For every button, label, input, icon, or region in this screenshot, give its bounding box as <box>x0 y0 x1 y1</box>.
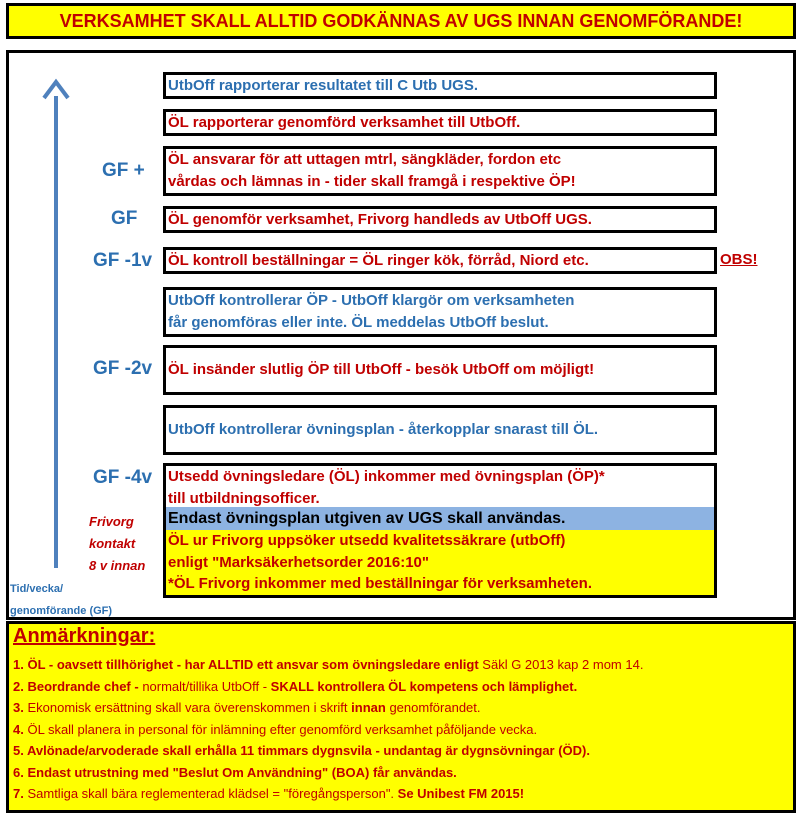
warning-banner: VERKSAMHET SKALL ALLTID GODKÄNNAS AV UGS INNAN GENOMFÖRANDE! <box>6 3 796 39</box>
axis-label: Tid/vecka/ genomförande (GF) <box>10 583 113 617</box>
note-3: 3. Ekonomisk ersättning skall vara överenskommen i skrift innan genomförandet. <box>13 700 481 715</box>
highlight-row: Endast övningsplan utgiven av UGS skall användas. <box>166 507 714 530</box>
label-gf-4v: GF -4v <box>93 467 153 488</box>
note-5: 5. Avlönade/arvoderade skall erhålla 11 timmars dygnsvila - undantag är dygnsövningar (ÖD). <box>13 743 590 758</box>
label-gf-2v: GF -2v <box>93 358 153 379</box>
note-6: 6. Endast utrustning med "Beslut Om Användning" (BOA) får användas. <box>13 764 457 780</box>
yellow-info: ÖL ur Frivorg uppsöker utsedd kvalitetssäkrare (utbOff) enligt "Marksäkerhetsorder 2016:10" *ÖL Frivorg inkommer med beställningar för verksamheten. <box>166 530 714 595</box>
frivorg-note: Frivorg kontakt 8 v innan <box>89 514 146 573</box>
note-7: 7. Samtliga skall bära reglementerad klädsel = "föregångsperson". Se Unibest FM 2015! <box>13 786 525 801</box>
step-report-done: ÖL rapporterar genomförd verksamhet till UtbOff. <box>163 109 717 136</box>
label-gf: GF <box>111 208 138 229</box>
note-1: 1. ÖL - oavsett tillhörighet - har ALLTID ett ansvar som övningsledare enligt Säkl G 2013 kap 2 mom 14. <box>13 657 644 672</box>
note-4: 4. ÖL skall planera in personal för inlämning efter genomförd verksamhet påföljande vecka. <box>13 721 538 737</box>
step-control-plan: UtbOff kontrollerar övningsplan - återkopplar snarast till ÖL. <box>163 405 717 455</box>
notes-title: Anmärkningar: <box>13 625 156 647</box>
step-check-orders: ÖL kontroll beställningar = ÖL ringer kök, förråd, Niord etc. <box>163 247 717 274</box>
step-report-result: UtbOff rapporterar resultatet till C Utb UGS. <box>163 72 717 99</box>
label-gf-1v: GF -1v <box>93 250 153 271</box>
notes-box <box>6 621 796 813</box>
note-2: 2. Beordrande chef - normalt/tillika UtbOff - SKALL kontrollera ÖL kompetens och lämplighet. <box>13 678 578 694</box>
time-arrow-icon <box>40 78 72 570</box>
label-gf-plus: GF + <box>102 160 145 181</box>
step-execute: ÖL genomför verksamhet, Frivorg handleds av UtbOff UGS. <box>163 206 717 233</box>
step-submit-plan: Utsedd övningsledare (ÖL) inkommer med övningsplan (ÖP)* till utbildningsofficer. <box>163 463 717 598</box>
step-utboff-control: UtbOff kontrollerar ÖP - UtbOff klargör om verksamheten får genomföras eller inte. ÖL meddelas UtbOff beslut. <box>163 287 717 337</box>
step-responsibility: ÖL ansvarar för att uttagen mtrl, sängkläder, fordon etc vårdas och lämnas in - tider skall framgå i respektive ÖP! <box>163 146 717 196</box>
step-send-final: ÖL insänder slutlig ÖP till UtbOff - besök UtbOff om möjligt! <box>163 345 717 395</box>
obs-label: OBS! <box>720 251 758 268</box>
